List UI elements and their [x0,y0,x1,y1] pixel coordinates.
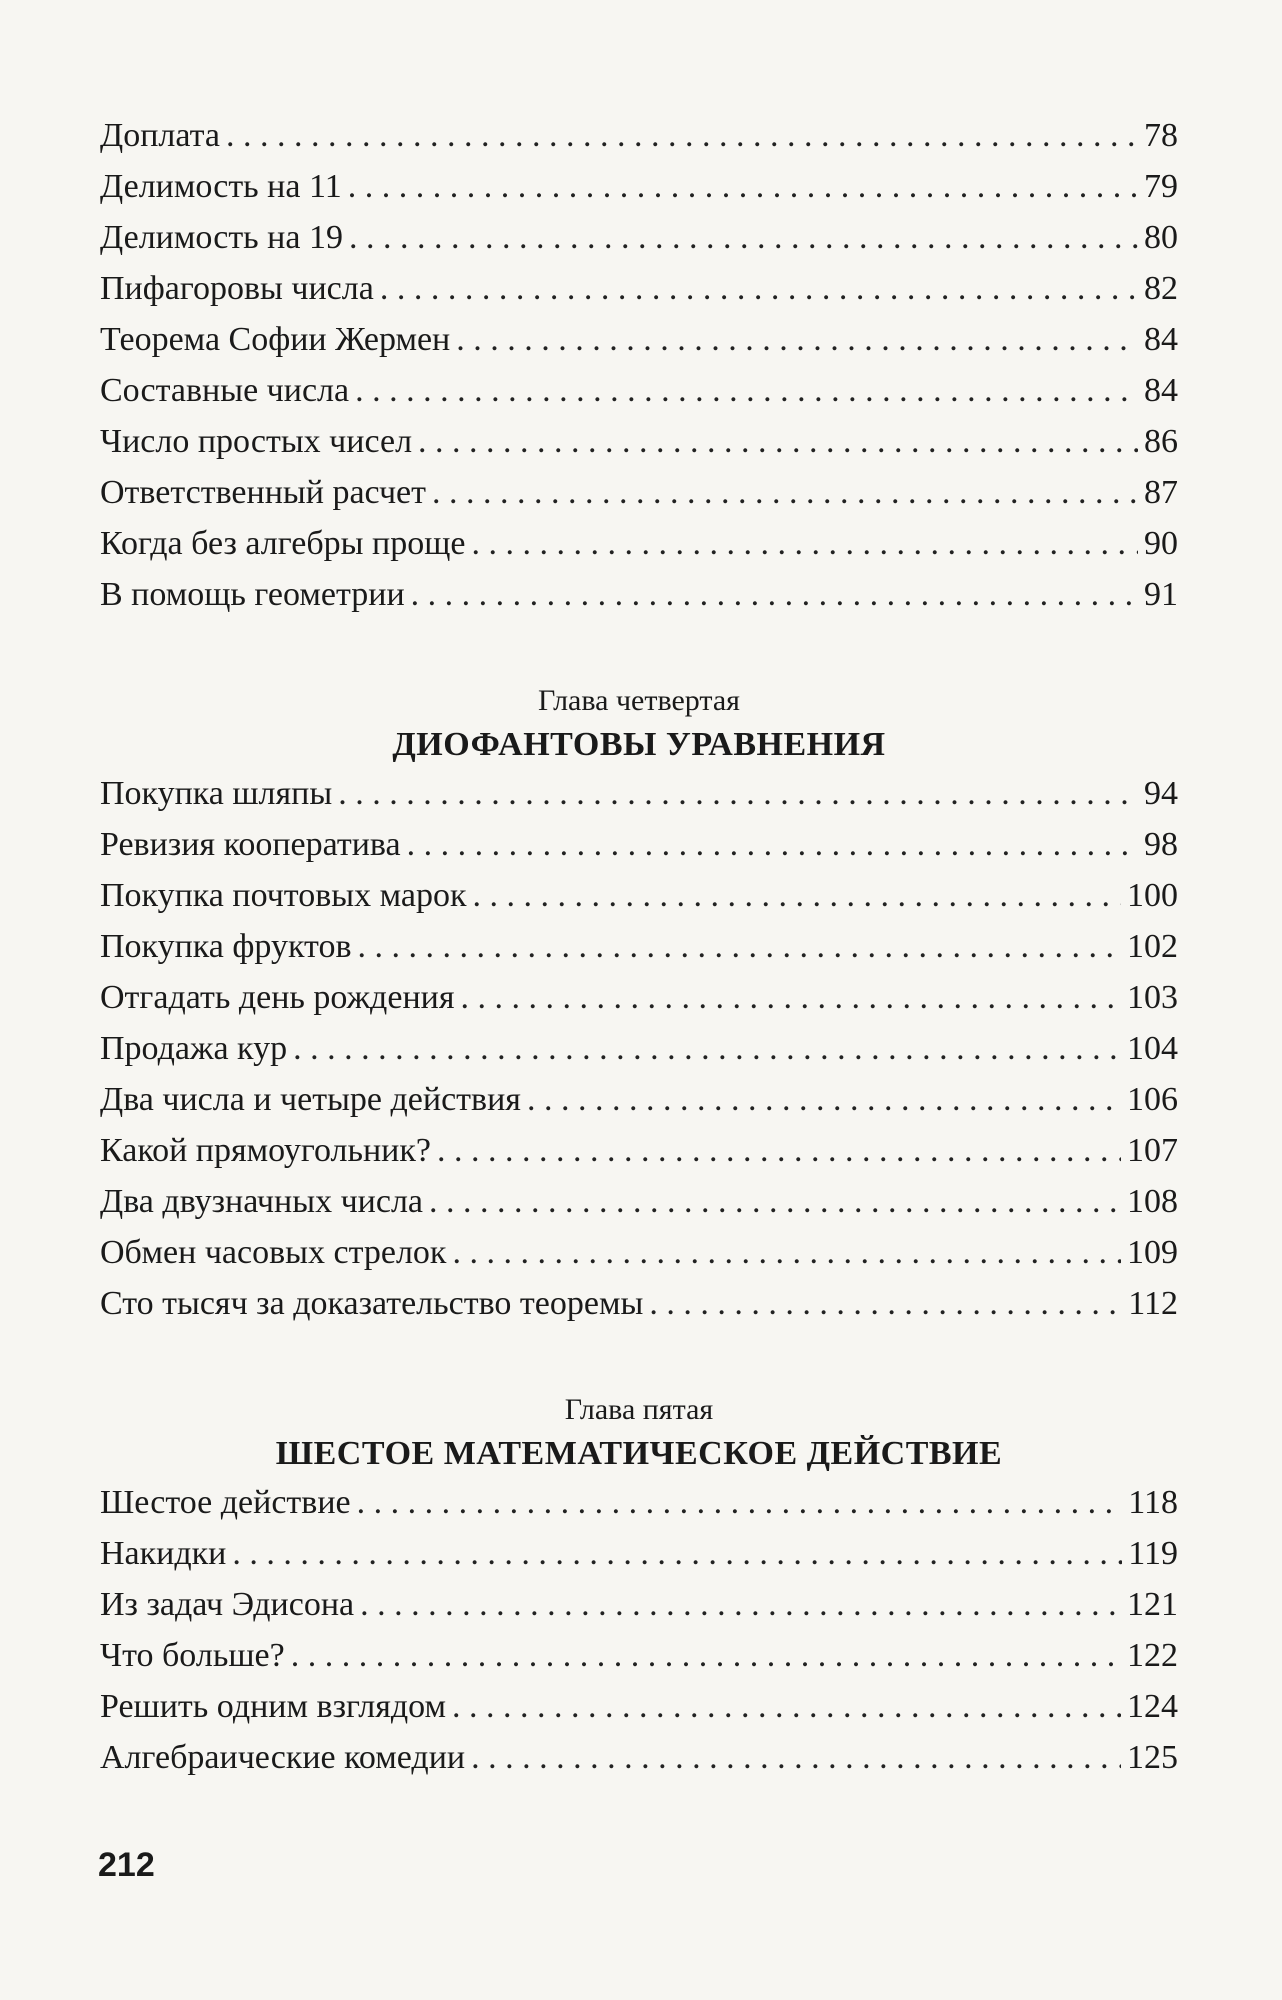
toc-entry [100,1732,1178,1783]
toc-entry [100,263,1178,314]
toc-entry-title: Накидки [100,1535,227,1572]
leader-dots [460,972,1121,1023]
table-of-contents [100,110,1178,1783]
toc-entry-page: 98 [1144,826,1178,863]
leader-dots [452,1227,1121,1278]
leader-dots [291,1630,1121,1681]
leader-dots [649,1278,1122,1329]
toc-entry-page: 118 [1128,1484,1178,1521]
toc-entry-title: Сто тысяч за доказательство теоремы [100,1285,644,1322]
toc-entry [100,314,1178,365]
leader-dots [349,212,1138,263]
toc-entry [100,416,1178,467]
toc-entry-title: Число простых чисел [100,423,413,460]
toc-entry [100,365,1178,416]
leader-dots [456,314,1138,365]
toc-entry-title: Алгебраические комедии [100,1739,466,1776]
toc-entry-title: Ответственный расчет [100,474,427,511]
leader-dots [226,110,1138,161]
chapter-heading: ШЕСТОЕ МАТЕМАТИЧЕСКОЕ ДЕЙСТВИЕ [275,1435,1003,1472]
toc-entry [100,768,1178,819]
toc-entry [100,161,1178,212]
toc-entry [100,1477,1178,1528]
leader-dots [473,870,1122,921]
toc-entry-title: В помощь геометрии [100,576,405,613]
toc-entry [100,212,1178,263]
toc-entry-title: Теорема Софии Жермен [100,321,451,358]
leader-dots [527,1074,1121,1125]
toc-entry-page: 90 [1144,525,1178,562]
toc-entry-title: Решить одним взглядом [100,1688,446,1725]
page-number: 212 [98,1846,155,1884]
toc-entry-page: 112 [1128,1285,1178,1322]
toc-entry [100,921,1178,972]
toc-entry [100,518,1178,569]
toc-entry-title: Составные числа [100,372,350,409]
leader-dots [452,1681,1121,1732]
toc-entry-title: Покупка фруктов [100,928,352,965]
toc-entry-title: Отгадать день рождения [100,979,455,1016]
leader-dots [429,1176,1121,1227]
leader-dots [471,518,1138,569]
toc-entry [100,1630,1178,1681]
leader-dots [380,263,1138,314]
toc-entry-page: 108 [1127,1183,1178,1220]
leader-dots [418,416,1138,467]
toc-entry [100,1176,1178,1227]
toc-entry-page: 122 [1127,1637,1178,1674]
toc-entry-page: 86 [1144,423,1178,460]
toc-entry-title: Пифагоровы числа [100,270,374,307]
toc-entry [100,1681,1178,1732]
leader-dots [338,768,1138,819]
toc-entry-title: Два числа и четыре действия [100,1081,521,1118]
toc-entry-title: Продажа кур [100,1030,288,1067]
leader-dots [355,365,1138,416]
toc-entry-title: Делимость на 19 [100,219,343,256]
toc-entry-page: 91 [1144,576,1178,613]
toc-entry [100,1074,1178,1125]
leader-dots [358,921,1122,972]
toc-entry [100,569,1178,620]
toc-entry [100,1278,1178,1329]
leader-dots [471,1732,1121,1783]
toc-entry-title: Какой прямоугольник? [100,1132,431,1169]
leader-dots [360,1579,1121,1630]
chapter-label: Глава четвертая [538,684,740,717]
toc-entry-page: 107 [1127,1132,1178,1169]
toc-entry [100,1579,1178,1630]
toc-entry-page: 119 [1128,1535,1178,1572]
toc-entry-page: 84 [1144,372,1178,409]
toc-entry-title: Обмен часовых стрелок [100,1234,447,1271]
toc-entry-page: 87 [1144,474,1178,511]
toc-entry-page: 125 [1127,1739,1178,1776]
toc-entry-title: Когда без алгебры проще [100,525,466,562]
leader-dots [411,569,1138,620]
toc-entry [100,1125,1178,1176]
leader-dots [293,1023,1121,1074]
toc-entry-page: 100 [1127,877,1178,914]
toc-entry [100,467,1178,518]
toc-entry-title: Покупка шляпы [100,775,333,812]
toc-entry-title: Из задач Эдисона [100,1586,355,1623]
toc-entry-page: 109 [1127,1234,1178,1271]
toc-entry-title: Доплата [100,117,220,154]
toc-entry [100,819,1178,870]
toc-entry-page: 124 [1127,1688,1178,1725]
toc-entry-page: 84 [1144,321,1178,358]
toc-entry-page: 106 [1127,1081,1178,1118]
leader-dots [432,467,1138,518]
chapter-label: Глава пятая [564,1393,714,1426]
toc-entry-page: 104 [1127,1030,1178,1067]
toc-entry-title: Шестое действие [100,1484,351,1521]
toc-entry [100,1528,1178,1579]
toc-entry-page: 103 [1127,979,1178,1016]
toc-entry-page: 78 [1144,117,1178,154]
leader-dots [232,1528,1122,1579]
toc-entry-title: Делимость на 11 [100,168,342,205]
leader-dots [407,819,1138,870]
leader-dots [437,1125,1121,1176]
toc-entry [100,870,1178,921]
toc-entry-title: Покупка почтовых марок [100,877,467,914]
toc-entry-page: 102 [1127,928,1178,965]
toc-entry-page: 79 [1144,168,1178,205]
toc-entry-title: Что больше? [100,1637,285,1674]
toc-entry [100,110,1178,161]
toc-entry-page: 80 [1144,219,1178,256]
toc-entry-title: Два двузначных числа [100,1183,424,1220]
chapter-header [100,680,1178,768]
leader-dots [348,161,1138,212]
toc-entry [100,972,1178,1023]
leader-dots [357,1477,1123,1528]
toc-entry [100,1023,1178,1074]
chapter-header [100,1389,1178,1477]
toc-entry-page: 82 [1144,270,1178,307]
toc-entry-page: 121 [1127,1586,1178,1623]
toc-entry-title: Ревизия кооператива [100,826,401,863]
toc-entry-page: 94 [1144,775,1178,812]
toc-entry [100,1227,1178,1278]
chapter-heading: ДИОФАНТОВЫ УРАВНЕНИЯ [392,726,886,763]
